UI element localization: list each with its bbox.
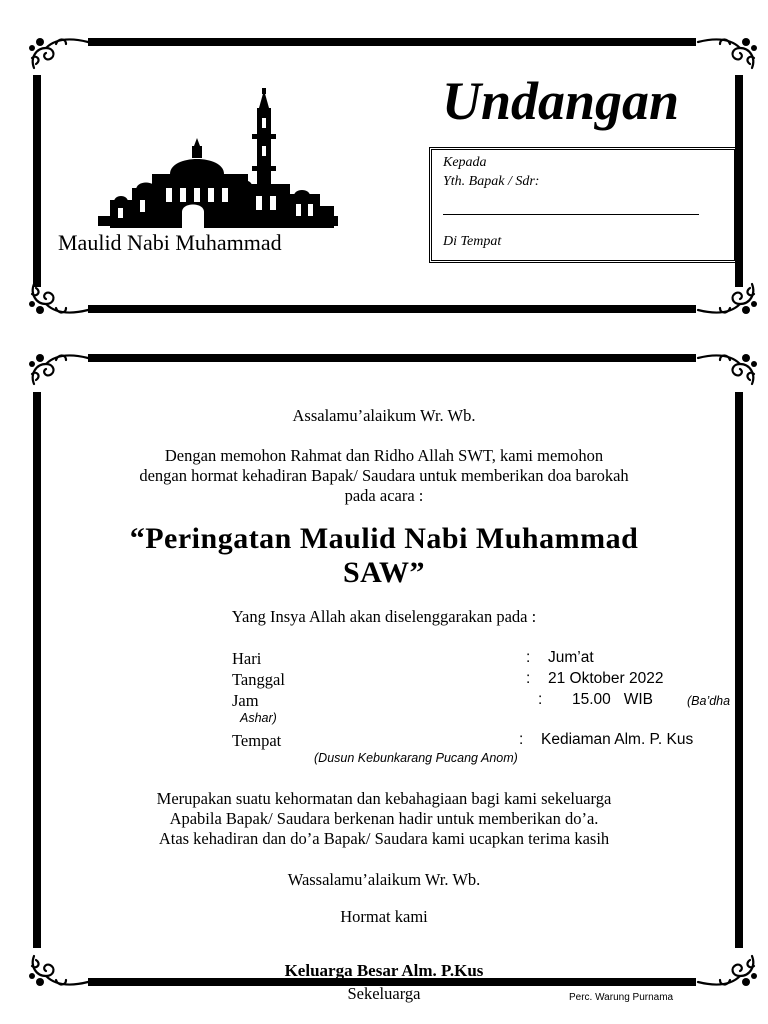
event-title: “Peringatan Maulid Nabi Muhammad	[129, 522, 639, 555]
greeting: Assalamu’alaikum Wr. Wb.	[292, 406, 476, 425]
header-subtitle: Maulid Nabi Muhammad	[58, 230, 282, 255]
intro-line: Dengan memohon Rahmat dan Ridho Allah SWT, kami memohon	[164, 446, 604, 465]
detail-value-hari: Jum’at	[548, 649, 594, 666]
detail-label-hari: Hari	[232, 649, 262, 668]
invitation-frame-top	[88, 354, 696, 362]
corner-ornament-icon	[696, 350, 760, 390]
address-recipient-line	[443, 214, 699, 215]
closing-line: Merupakan suatu kehormatan dan kebahagiaan bagi kami sekeluarga	[156, 789, 612, 808]
detail-note-jam: Ashar)	[240, 711, 277, 725]
detail-value-jam: 15.00 WIB	[572, 691, 653, 708]
detail-sep-tempat: :	[519, 731, 524, 748]
address-kepada: Kepada	[443, 155, 487, 170]
corner-ornament-icon	[696, 278, 760, 318]
header-frame-top	[88, 38, 696, 46]
corner-ornament-icon	[26, 278, 90, 318]
corner-ornament-icon	[26, 34, 90, 74]
detail-value-tanggal: 21 Oktober 2022	[548, 670, 664, 687]
detail-sep-jam: :	[538, 691, 543, 708]
corner-ornament-icon	[696, 34, 760, 74]
farewell: Wassalamu’alaikum Wr. Wb.	[287, 870, 481, 889]
schedule-lead: Yang Insya Allah akan diselenggarakan pada :	[231, 607, 537, 626]
header-frame-bottom	[88, 305, 696, 313]
sender-name: Keluarga Besar Alm. P.Kus	[284, 961, 484, 980]
mosque-silhouette-icon	[96, 88, 340, 234]
detail-note-tempat: (Dusun Kebunkarang Pucang Anom)	[314, 751, 518, 765]
regards: Hormat kami	[340, 907, 428, 926]
address-di-tempat: Di Tempat	[443, 234, 502, 249]
detail-label-tempat: Tempat	[232, 731, 282, 750]
detail-label-tanggal: Tanggal	[232, 670, 285, 689]
detail-sep-hari: :	[526, 649, 531, 666]
corner-ornament-icon	[26, 350, 90, 390]
intro-line: pada acara :	[344, 486, 424, 505]
event-title: SAW”	[342, 556, 426, 589]
intro-line: dengan hormat kehadiran Bapak/ Saudara untuk memberikan doa barokah	[139, 466, 629, 485]
sender-sub: Sekeluarga	[347, 984, 421, 1003]
detail-value-tempat: Kediaman Alm. P. Kus	[541, 731, 694, 748]
header-frame-left	[33, 75, 41, 287]
address-box	[429, 147, 737, 263]
closing-line: Apabila Bapak/ Saudara berkenan hadir untuk memberikan do’a.	[169, 809, 599, 828]
detail-sep-tanggal: :	[526, 670, 531, 687]
address-recipient: Yth. Bapak / Sdr:	[443, 174, 540, 189]
closing-line: Atas kehadiran dan do’a Bapak/ Saudara kami ucapkan terima kasih	[158, 829, 610, 848]
detail-label-jam: Jam	[232, 691, 259, 710]
print-credit: Perc. Warung Purnama	[569, 992, 674, 1003]
detail-note-jam: (Ba’dha	[687, 694, 731, 708]
invitation-heading: Undangan	[442, 71, 680, 131]
